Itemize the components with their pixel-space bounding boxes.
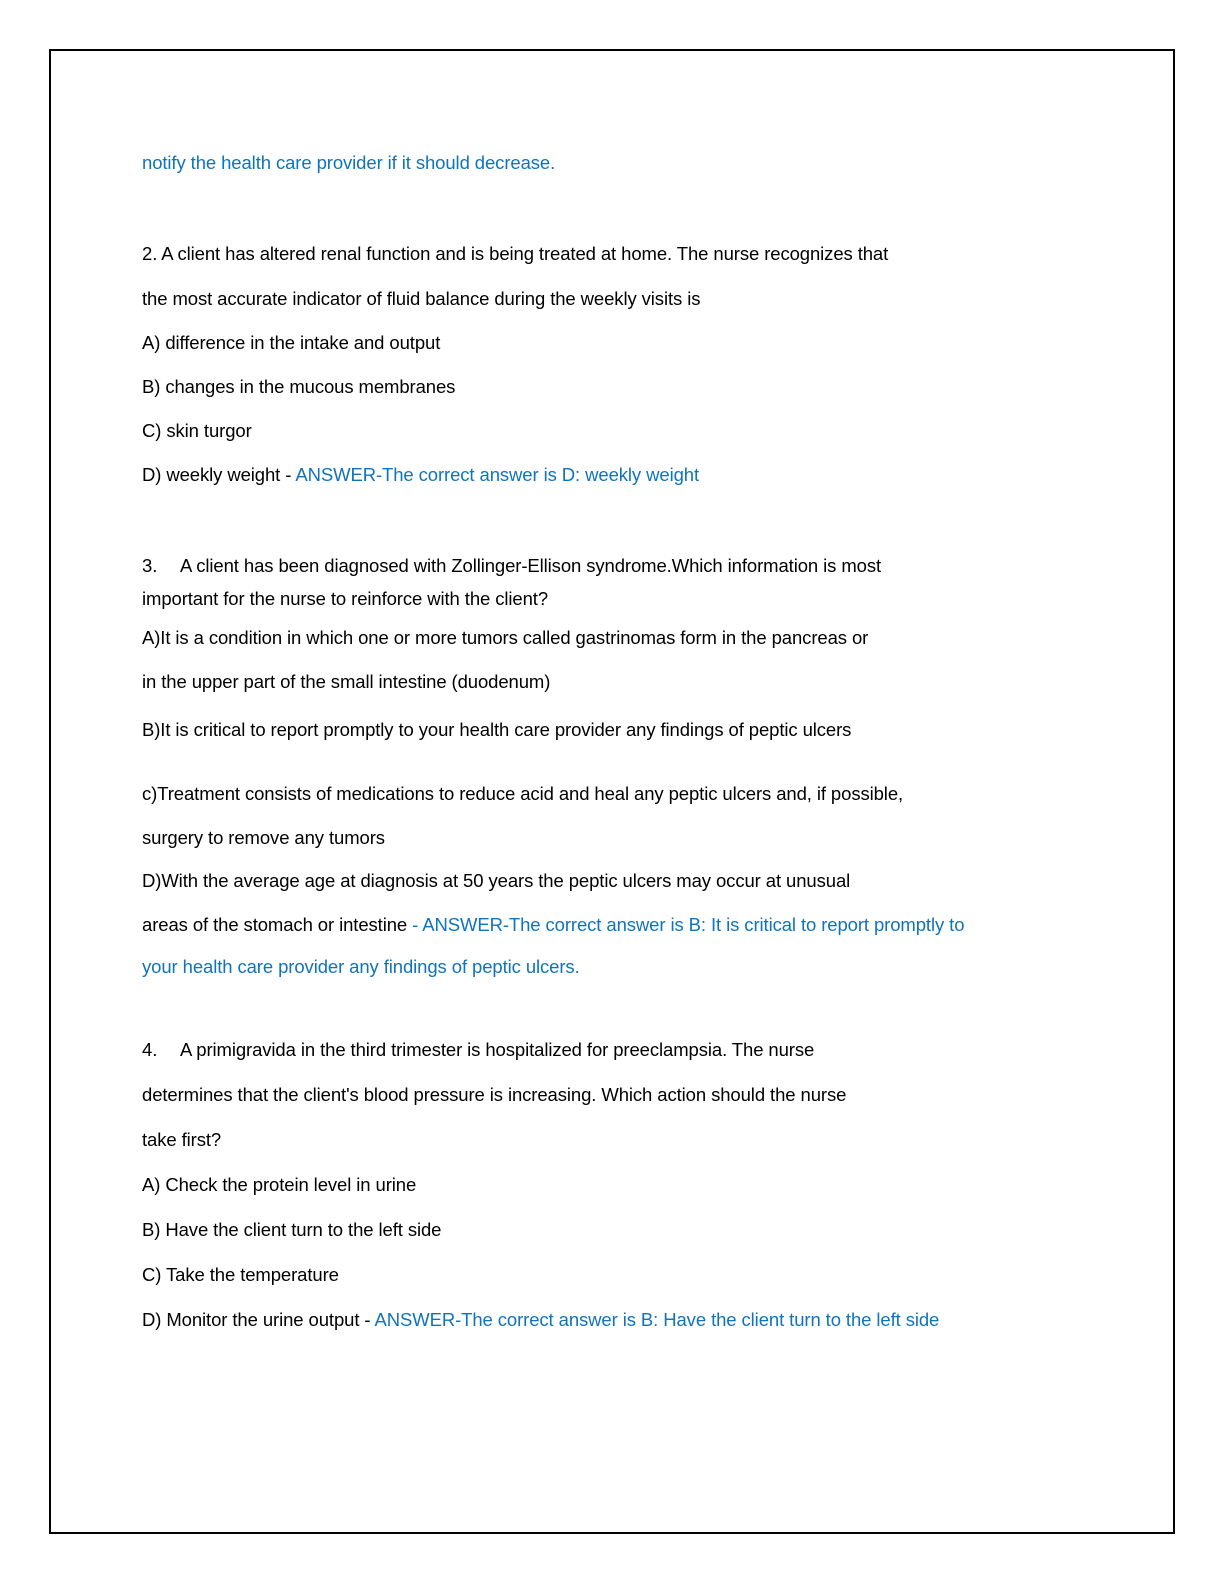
q2-option-b: B) changes in the mucous membranes [142,376,456,397]
q4-stem-text-1: A primigravida in the third trimester is hospitalized for preeclampsia. The nurse [180,1039,815,1060]
q3-option-a-line-1: A)It is a condition in which one or more tumors called gastrinomas form in the pancreas or [142,627,869,648]
q2-option-c: C) skin turgor [142,420,252,441]
q4-option-b: B) Have the client turn to the left side [142,1219,442,1240]
q3-stem-line-1 [142,553,881,579]
q3-answer-line-2: your health care provider any findings of peptic ulcers. [142,956,580,977]
q4-number: 4. [142,1039,158,1060]
q3-option-b: B)It is critical to report promptly to your health care provider any findings of peptic ulcers [142,719,852,740]
q3-stem-text-1: A client has been diagnosed with Zollinger-Ellison syndrome.Which information is most [180,555,882,576]
q3-option-c-line-1: c)Treatment consists of medications to reduce acid and heal any peptic ulcers and, if possible, [142,783,904,804]
q2-stem-line-1: 2. A client has altered renal function and is being treated at home. The nurse recognizes that [142,243,889,264]
q3-option-d-text: areas of the stomach or intestine [142,914,408,935]
q4-stem-line-3: take first? [142,1129,222,1150]
q2-option-a: A) difference in the intake and output [142,332,441,353]
q4-option-a: A) Check the protein level in urine [142,1174,417,1195]
q4-option-c: C) Take the temperature [142,1264,339,1285]
intro-carryover-line: notify the health care provider if it should decrease. [142,152,556,173]
q4-stem-line-1 [142,1037,814,1063]
q3-number: 3. [142,555,158,576]
q4-stem-line-2: determines that the client's blood pressure is increasing. Which action should the nurse [142,1084,847,1105]
q3-stem-line-2: important for the nurse to reinforce with the client? [142,588,549,609]
q2-option-d-line [142,462,699,488]
q2-option-d-text: D) weekly weight - [142,464,296,485]
q2-stem-line-2: the most accurate indicator of fluid balance during the weekly visits is [142,288,701,309]
q4-answer-text: ANSWER-The correct answer is B: Have the client turn to the left side [374,1309,940,1330]
q3-option-a-line-2: in the upper part of the small intestine (duodenum) [142,671,551,692]
q3-option-d-line-1: D)With the average age at diagnosis at 50 years the peptic ulcers may occur at unusual [142,870,851,891]
q4-option-d-line [142,1307,939,1333]
q3-option-c-line-2: surgery to remove any tumors [142,827,385,848]
q2-answer-text: ANSWER-The correct answer is D: weekly weight [295,464,699,485]
q3-option-d-line-2 [142,912,964,938]
q4-option-d-text: D) Monitor the urine output - [142,1309,375,1330]
q3-answer-text-1: - ANSWER-The correct answer is B: It is critical to report promptly to [407,914,965,935]
